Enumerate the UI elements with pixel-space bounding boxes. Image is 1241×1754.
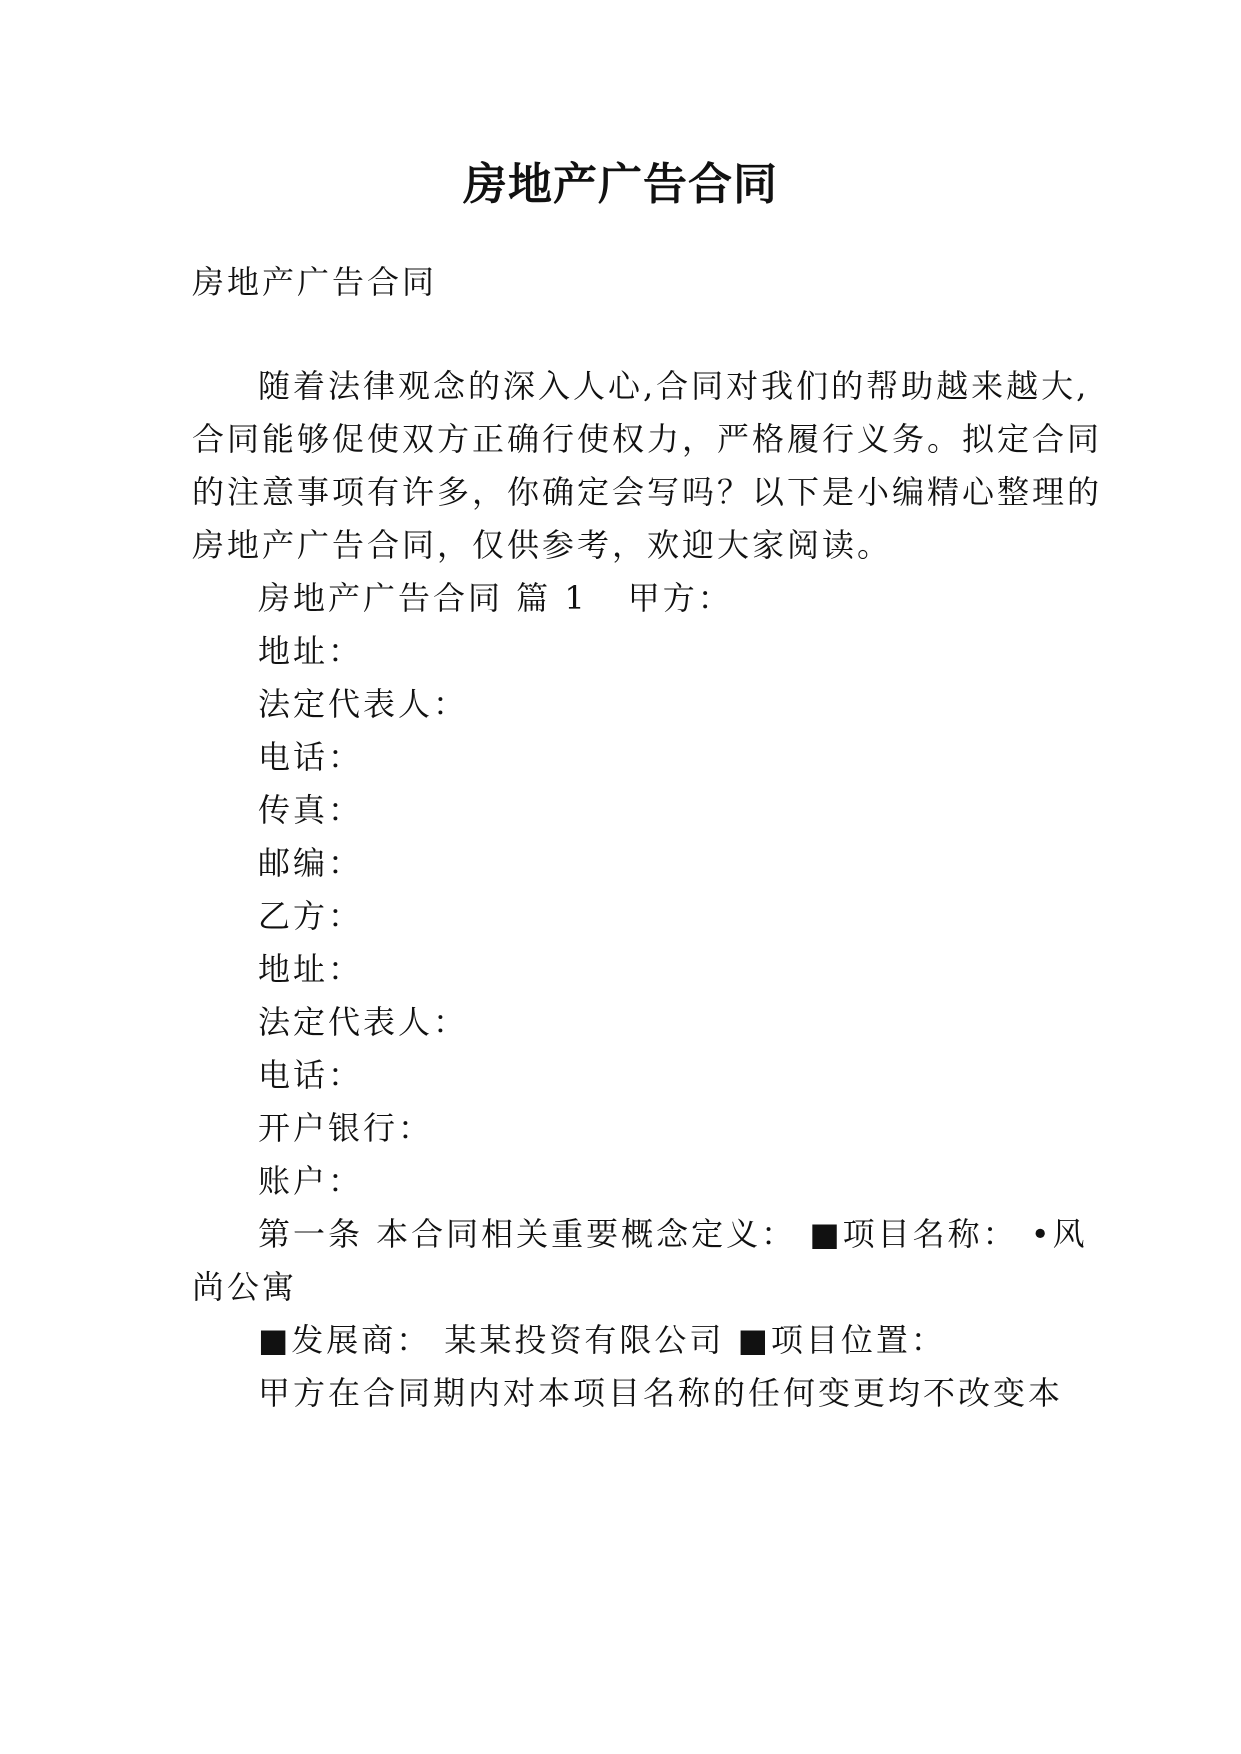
party-a-postcode: 邮编： [258,844,364,882]
clause-1-line-2: 尚公寓 [192,1268,298,1306]
intro-line-2: 合同能够促使双方正确行使权力，严格履行义务。拟定合同 [192,420,1103,458]
party-b-label: 乙方： [258,897,364,935]
party-b-account: 账户： [258,1162,364,1200]
party-b-representative: 法定代表人： [258,1003,469,1041]
party-a-phone: 电话： [258,738,364,776]
intro-line-4: 房地产广告合同，仅供参考，欢迎大家阅读。 [192,526,893,564]
party-a-address: 地址： [258,632,364,670]
party-b-phone: 电话： [258,1056,364,1094]
clause-1-line-1: 第一条 本合同相关重要概念定义： ■项目名称： •风 [258,1215,1088,1253]
clause-1-line-3: ■发展商： 某某投资有限公司 ■项目位置： [258,1321,946,1359]
clause-1-line-4: 甲方在合同期内对本项目名称的任何变更均不改变本 [258,1374,1064,1412]
intro-line-1: 随着法律观念的深入人心,合同对我们的帮助越来越大, [258,367,1090,405]
document-subtitle: 房地产广告合同 [192,263,438,301]
party-a-representative: 法定代表人： [258,685,469,723]
document-title: 房地产广告合同 [463,159,778,210]
party-b-bank: 开户银行： [258,1109,434,1147]
party-a-fax: 传真： [258,791,364,829]
section-heading: 房地产广告合同 篇 1 [258,579,588,617]
section-heading-row [258,578,733,618]
party-b-address: 地址： [258,950,364,988]
intro-line-3: 的注意事项有许多，你确定会写吗？以下是小编精心整理的 [192,473,1103,511]
party-a-label: 甲方： [627,579,733,617]
